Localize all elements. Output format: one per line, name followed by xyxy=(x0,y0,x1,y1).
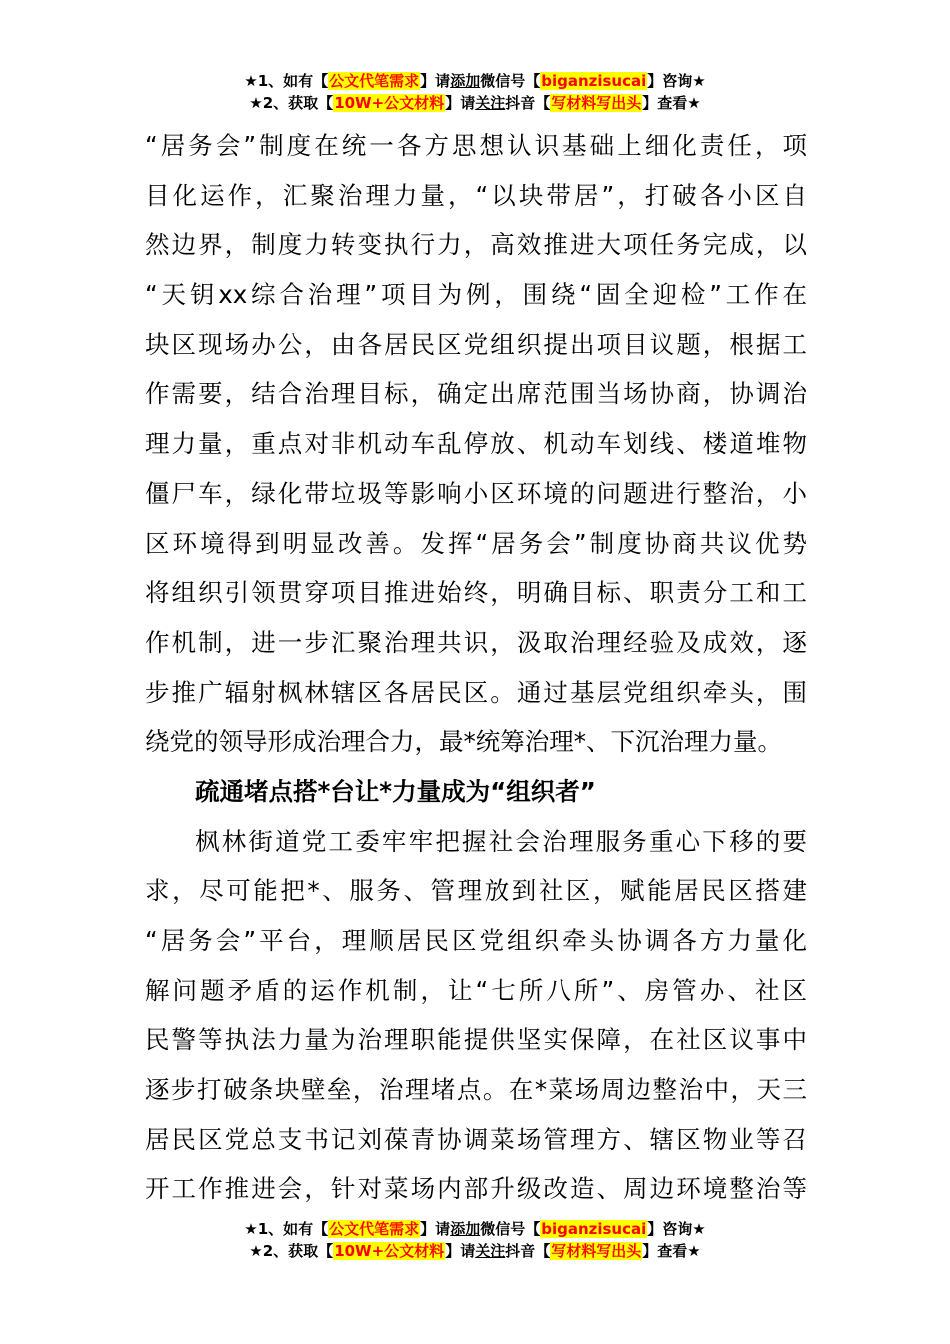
text-line: 解问题矛盾的运作机制，让“七所八所”、房管办、社区 xyxy=(145,975,807,1005)
footer-banner xyxy=(0,1218,950,1262)
text-line: 开工作推进会，针对菜场内部升级改造、周边环境整治等 xyxy=(145,1174,807,1204)
text-line: 作需要，结合治理目标，确定出席范围当场协商，协调治 xyxy=(145,379,807,409)
banner-text: 】请 xyxy=(445,1242,476,1260)
banner-highlight: 写材料写出头 xyxy=(551,1242,642,1260)
text-line: 民警等执法力量为治理职能提供坚实保障，在社区议事中 xyxy=(145,1025,807,1055)
banner-text: 抖音【 xyxy=(505,1242,551,1260)
text-line: 块区现场办公，由各居民区党组织提出项目议题，根据工 xyxy=(145,329,807,359)
banner-underline-text: 关注 xyxy=(475,1242,506,1260)
text-line: 绕党的领导形成治理合力，最*统筹治理*、下沉治理力量。 xyxy=(145,727,782,757)
banner-text: 】请 xyxy=(445,94,476,112)
banner-text: 微信号【 xyxy=(480,72,541,90)
banner-highlight: biganzisucai xyxy=(541,1220,647,1238)
banner-text: 抖音【 xyxy=(505,94,551,112)
text-line: 目化运作，汇聚治理力量，“以块带居”，打破各小区自 xyxy=(145,180,807,210)
banner-line-1 xyxy=(0,1218,950,1240)
text-line: 步推广辐射枫林辖区各居民区。通过基层党组织牵头，围 xyxy=(145,677,807,707)
banner-text: ★1、如有【 xyxy=(244,72,329,90)
text-line: 居民区党总支书记刘葆青协调菜场管理方、辖区物业等召 xyxy=(145,1124,807,1154)
text-line: 求，尽可能把*、服务、管理放到社区，赋能居民区搭建 xyxy=(145,876,807,906)
banner-underline-text: 关注 xyxy=(475,94,506,112)
header-banner xyxy=(0,70,950,114)
banner-highlight: biganzisucai xyxy=(541,72,647,90)
text-line: 区环境得到明显改善。发挥“居务会”制度协商共议优势 xyxy=(145,528,807,558)
banner-highlight: 10W+公文材料 xyxy=(334,94,445,112)
text-line: 枫林街道党工委牢牢把握社会治理服务重心下移的要 xyxy=(195,826,807,856)
banner-highlight: 公文代笔需求 xyxy=(329,72,420,90)
banner-highlight: 10W+公文材料 xyxy=(334,1242,445,1260)
banner-line-2 xyxy=(0,1240,950,1262)
banner-text: 】查看★ xyxy=(642,94,701,112)
section-heading: 疏通堵点搭*台让*力量成为“组织者” xyxy=(195,776,596,806)
banner-text: ★2、获取【 xyxy=(249,94,334,112)
banner-text: 】请 xyxy=(420,72,451,90)
banner-text: 】咨询★ xyxy=(647,1220,706,1238)
text-line: 逐步打破条块壁垒，治理堵点。在*菜场周边整治中，天三 xyxy=(145,1075,807,1105)
banner-highlight: 公文代笔需求 xyxy=(329,1220,420,1238)
banner-text: ★2、获取【 xyxy=(249,1242,334,1260)
text-line: 将组织引领贯穿项目推进始终，明确目标、职责分工和工 xyxy=(145,578,807,608)
text-line: 作机制，进一步汇聚治理共识，汲取治理经验及成效，逐 xyxy=(145,627,807,657)
banner-text: 】查看★ xyxy=(642,1242,701,1260)
text-line: “居务会”平台，理顺居民区党组织牵头协调各方力量化 xyxy=(145,926,807,955)
banner-line-1 xyxy=(0,70,950,92)
text-line: “居务会”制度在统一各方思想认识基础上细化责任，项 xyxy=(145,131,807,160)
banner-text: 微信号【 xyxy=(480,1220,541,1238)
document-body xyxy=(145,121,807,1214)
banner-text: 】咨询★ xyxy=(647,72,706,90)
text-line: 然边界，制度力转变执行力，高效推进大项任务完成，以 xyxy=(145,230,807,260)
banner-highlight: 写材料写出头 xyxy=(551,94,642,112)
text-line: 理力量，重点对非机动车乱停放、机动车划线、楼道堆物 xyxy=(145,429,807,459)
banner-text: 】请 xyxy=(420,1220,451,1238)
banner-line-2 xyxy=(0,92,950,114)
banner-underline-text: 添加 xyxy=(450,72,481,90)
banner-underline-text: 添加 xyxy=(450,1220,481,1238)
text-line: 僵尸车，绿化带垃圾等影响小区环境的问题进行整治，小 xyxy=(145,478,807,508)
text-line: “天钥xx综合治理”项目为例，围绕“固全迎检”工作在 xyxy=(145,280,807,310)
banner-text: ★1、如有【 xyxy=(244,1220,329,1238)
